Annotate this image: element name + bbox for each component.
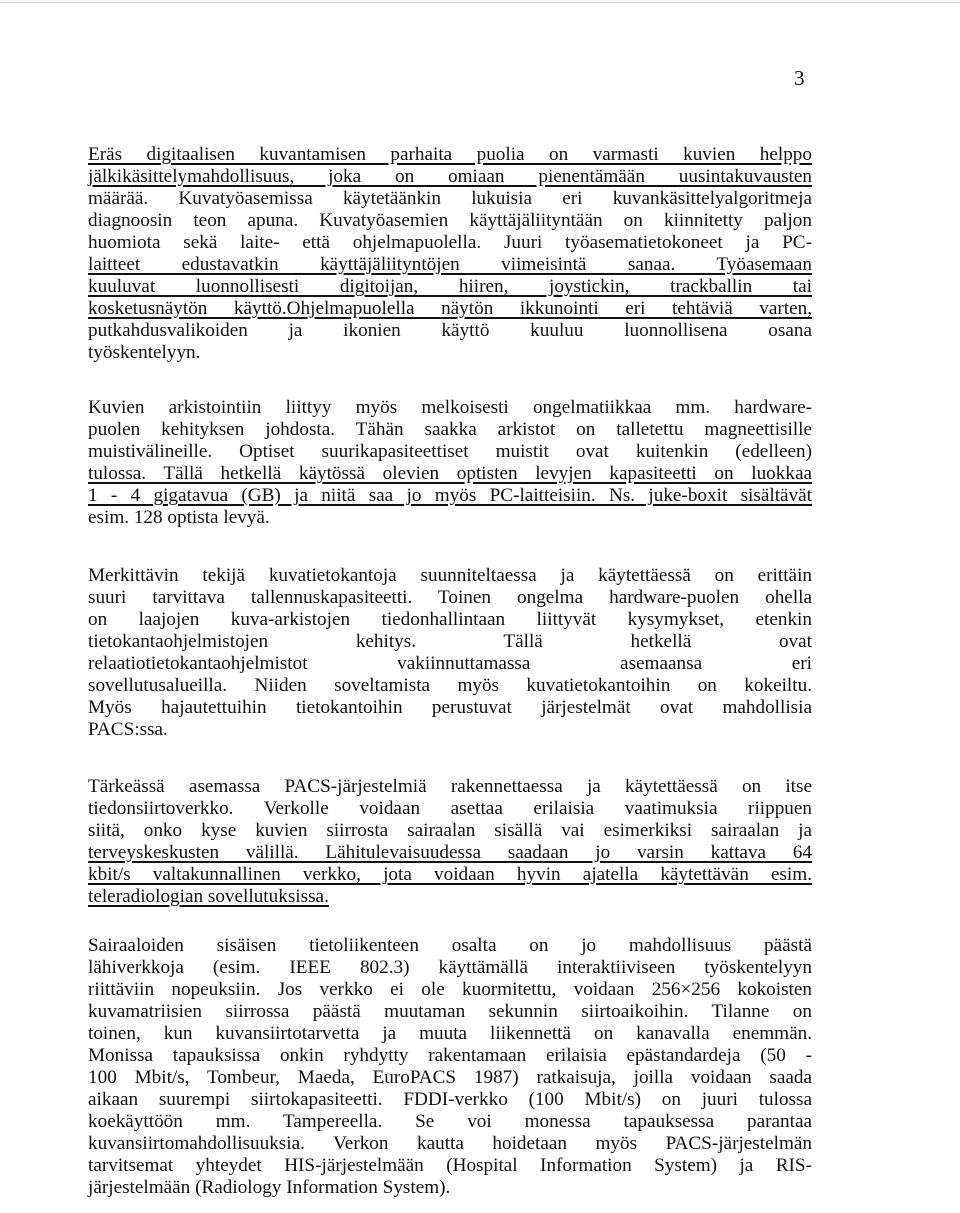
- text-line: määrää. Kuvatyöasemissa käytetäänkin lukuisia eri kuvankäsittelyalgoritmeja: [88, 188, 812, 209]
- text-line: tietokantaohjelmistojen kehitys. Tällä hetkellä ovat: [88, 631, 812, 652]
- text-line: kosketusnäytön käyttö.Ohjelmapuolella näytön ikkunointi eri tehtäviä varten,: [88, 298, 812, 319]
- text-line: relaatiotietokantaohjelmistot vakiinnuttamassa asemaansa eri: [88, 653, 812, 674]
- text-line: huomiota sekä laite- että ohjelmapuolella. Juuri työasematietokoneet ja PC-: [88, 232, 812, 253]
- text-line: riittäviin nopeuksiin. Jos verkko ei ole kuormitettu, voidaan 256×256 kokoisten: [88, 979, 812, 1000]
- text-line: puolen kehityksen johdosta. Tähän saakka arkistot on talletettu magneettisille: [88, 419, 812, 440]
- text-line: Monissa tapauksissa onkin ryhdytty rakentamaan erilaisia epästandardeja (50 -: [88, 1045, 812, 1066]
- paragraph-1: [88, 144, 812, 364]
- text-line: aikaan suurempi siirtokapasiteetti. FDDI-verkko (100 Mbit/s) on juuri tulossa: [88, 1089, 812, 1110]
- text-line: Kuvien arkistointiin liittyy myös melkoisesti ongelmatiikkaa mm. hardware-: [88, 397, 812, 418]
- text-line: työskentelyyn.: [88, 342, 201, 363]
- text-line: tulossa. Tällä hetkellä käytössä olevien optisten levyjen kapasiteetti on luokkaa: [88, 463, 812, 484]
- text-line: diagnoosin teon apuna. Kuvatyöasemien käyttäjäliityntään on kiinnitetty paljon: [88, 210, 812, 231]
- text-line: esim. 128 optista levyä.: [88, 507, 270, 528]
- text-line: suuri tarvittava tallennuskapasiteetti. Toinen ongelma hardware-puolen ohella: [88, 587, 812, 608]
- text-line: kuvamatriisien siirrossa päästä muutaman sekunnin siirtoaikoihin. Tilanne on: [88, 1001, 812, 1022]
- text-line: siitä, onko kyse kuvien siirrosta sairaalan sisällä vai esimerkiksi sairaalan ja: [88, 820, 812, 841]
- paragraph-5: [88, 935, 812, 1199]
- text-line: teleradiologian sovellutuksissa.: [88, 886, 329, 907]
- text-line: Sairaaloiden sisäisen tietoliikenteen osalta on jo mahdollisuus päästä: [88, 935, 812, 956]
- text-line: toinen, kun kuvansiirtotarvetta ja muuta liikennettä on kanavalla enemmän.: [88, 1023, 812, 1044]
- text-line: tarvitsemat yhteydet HIS-järjestelmään (Hospital Information System) ja RIS-: [88, 1155, 812, 1176]
- text-line: kbit/s valtakunnallinen verkko, jota voidaan hyvin ajatella käytettävän esim.: [88, 864, 812, 885]
- text-line: lähiverkkoja (esim. IEEE 802.3) käyttämällä interaktiiviseen työskentelyyn: [88, 957, 812, 978]
- text-line: kuvansiirtomahdollisuuksia. Verkon kautta hoidetaan myös PACS-järjestelmän: [88, 1133, 812, 1154]
- text-line: Tärkeässä asemassa PACS-järjestelmiä rakennettaessa ja käytettäessä on itse: [88, 776, 812, 797]
- text-line: putkahdusvalikoiden ja ikonien käyttö kuuluu luonnollisena osana: [88, 320, 812, 341]
- text-line: kuuluvat luonnollisesti digitoijan, hiiren, joystickin, trackballin tai: [88, 276, 812, 297]
- text-line: jälkikäsittelymahdollisuus, joka on omiaan pienentämään uusintakuvausten: [88, 166, 812, 187]
- text-line: tiedonsiirtoverkko. Verkolle voidaan asettaa erilaisia vaatimuksia riippuen: [88, 798, 812, 819]
- text-line: koekäyttöön mm. Tampereella. Se voi monessa tapauksessa parantaa: [88, 1111, 812, 1132]
- text-line: Merkittävin tekijä kuvatietokantoja suunniteltaessa ja käytettäessä on erittäin: [88, 565, 812, 586]
- text-line: muistivälineille. Optiset suurikapasiteettiset muistit ovat kuitenkin (edelleen): [88, 441, 812, 462]
- text-line: sovellutusalueilla. Niiden soveltamista myös kuvatietokantoihin on kokeiltu.: [88, 675, 812, 696]
- scan-top-edge: [0, 2, 960, 3]
- paragraph-4: [88, 776, 812, 908]
- text-line: PACS:ssa.: [88, 719, 168, 740]
- text-line: laitteet edustavatkin käyttäjäliityntöjen viimeisintä sanaa. Työasemaan: [88, 254, 812, 275]
- text-line: Myös hajautettuihin tietokantoihin perustuvat järjestelmät ovat mahdollisia: [88, 697, 812, 718]
- paragraph-3: [88, 565, 812, 741]
- page-number: 3: [794, 66, 805, 90]
- text-line: 1 - 4 gigatavua (GB) ja niitä saa jo myös PC-laitteisiin. Ns. juke-boxit sisältävät: [88, 485, 812, 506]
- text-line: 100 Mbit/s, Tombeur, Maeda, EuroPACS 1987) ratkaisuja, joilla voidaan saada: [88, 1067, 812, 1088]
- text-line: terveyskeskusten välillä. Lähitulevaisuudessa saadaan jo varsin kattava 64: [88, 842, 812, 863]
- text-line: on laajojen kuva-arkistojen tiedonhallintaan liittyvät kysymykset, etenkin: [88, 609, 812, 630]
- paragraph-2: [88, 397, 812, 529]
- text-line: järjestelmään (Radiology Information System).: [88, 1177, 451, 1198]
- text-line: Eräs digitaalisen kuvantamisen parhaita puolia on varmasti kuvien helppo: [88, 144, 812, 165]
